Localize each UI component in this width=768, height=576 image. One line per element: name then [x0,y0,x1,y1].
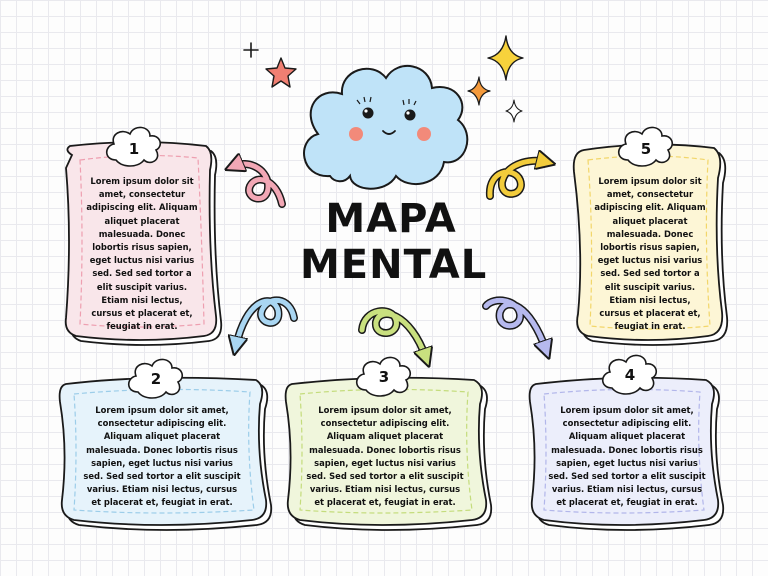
card-3-text: Lorem ipsum dolor sit amet, consectetur adipiscing elit. Aliquam aliquet placerat malesuada. Donec lobortis risus sapien, eget luctus nisi varius sed. Sed sed tortor a elit suscipit varius. Etiam nisi lectus, cursus et placerat et, feugiat in erat. [306,405,464,508]
curly-arrow-icon [234,164,282,204]
curly-arrow-icon [362,311,426,358]
plus-sparkle-icon [244,43,258,57]
card-4-number: 4 [624,366,636,384]
curly-arrow-icon [486,300,546,350]
title-line-2: MENTAL [300,242,488,288]
star-icon [266,58,296,87]
sparkle-icon [506,100,522,122]
card-5-text: Lorem ipsum dolor sit amet, consectetur adipiscing elit. Aliquam aliquet placerat malesuada. Donec lobortis risus sapien, eget luctus nisi varius sed. Sed sed tortor a elit suscipit varius. Etiam nisi lectus, cursus et placerat et, feugiat in erat. [594,176,706,332]
sparkle-icon [468,77,490,105]
cloud-mascot-icon [304,66,467,189]
card-3-number: 3 [378,368,390,386]
card-2-number: 2 [150,370,162,388]
mind-map-title [300,196,488,288]
curly-arrow-icon [236,300,294,346]
card-1-text: Lorem ipsum dolor sit amet, consectetur adipiscing elit. Aliquam aliquet placerat malesuada. Donec lobortis risus sapien, eget luctus nisi varius sed. Sed sed tortor a elit suscipit varius. Etiam nisi lectus, cursus et placerat et, feugiat in erat. [86,176,198,332]
card-4-text: Lorem ipsum dolor sit amet, consectetur adipiscing elit. Aliquam aliquet placerat malesuada. Donec lobortis risus sapien, eget luctus nisi varius sed. Sed sed tortor a elit suscipit varius. Etiam nisi lectus, cursus et placerat et, feugiat in erat. [548,405,706,508]
sparkle-icon [488,36,523,80]
card-1-number: 1 [128,140,140,158]
title-line-1: MAPA [325,196,457,242]
card-2-text: Lorem ipsum dolor sit amet, consectetur adipiscing elit. Aliquam aliquet placerat malesuada. Donec lobortis risus sapien, eget luctus nisi varius sed. Sed sed tortor a elit suscipit varius. Etiam nisi lectus, cursus et placerat et, feugiat in erat. [83,405,241,508]
card-5-number: 5 [640,140,652,158]
curly-arrow-icon [490,161,546,196]
